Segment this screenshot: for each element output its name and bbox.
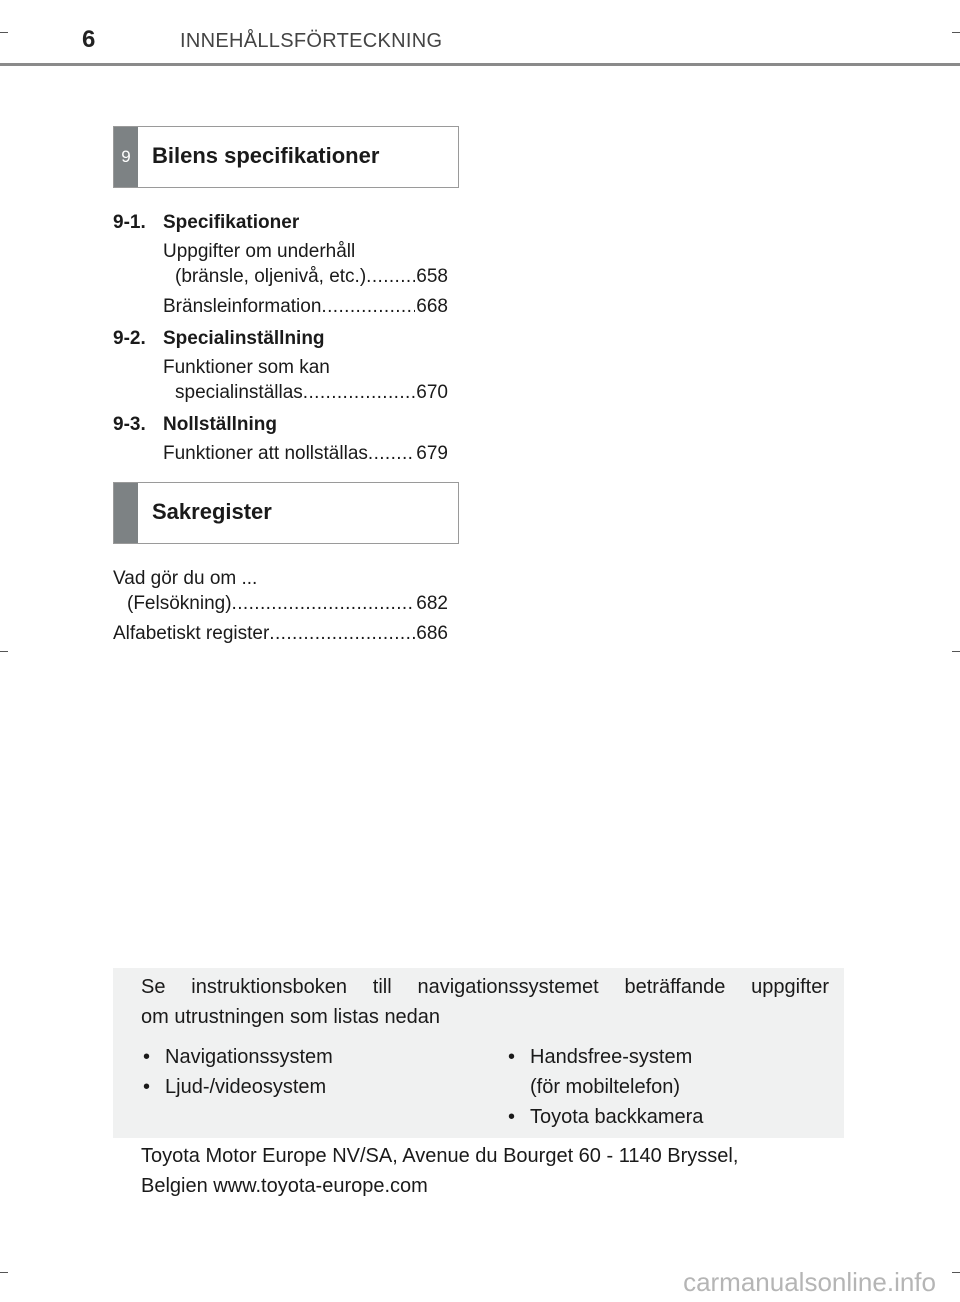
bullet-text: Navigationssystem (165, 1046, 333, 1068)
leader-dots (303, 380, 416, 405)
crop-mark (0, 32, 8, 33)
toc-entry-label: Funktioner att nollställas (163, 443, 368, 464)
bullet-text: Ljud-/videosystem (165, 1076, 327, 1098)
toc-entry-label: specialinställas (175, 382, 303, 403)
toc-entry-line: Vad gör du om ... (113, 568, 258, 589)
note-text-line: om utrustningen som listas nedan (141, 1006, 441, 1028)
toc-entry-label: Alfabetiskt register (113, 623, 270, 644)
leader-dots (368, 441, 415, 466)
crop-mark (952, 32, 960, 33)
bullet-text: Toyota backkamera (530, 1106, 704, 1128)
section-tab (114, 483, 138, 543)
toc-entry-label: (bränsle, oljenivå, etc.) (175, 266, 367, 287)
page-ref: 682 (416, 593, 448, 614)
crop-mark (0, 1272, 8, 1273)
note-text-line: Se instruktionsboken till navigationssystemet beträffande uppgifter (141, 976, 829, 998)
crop-mark (0, 651, 8, 652)
bullet-text: (för mobiltelefon) (530, 1076, 681, 1098)
toc-entry-label: (Felsökning) (127, 593, 232, 614)
page-ref: 686 (416, 623, 448, 644)
toc-entry[interactable] (113, 621, 448, 646)
section-number: 9-3. (113, 414, 146, 435)
leader-dots (321, 294, 415, 319)
section-heading: Specifikationer (163, 212, 300, 233)
toc-entry-line: Uppgifter om underhåll (163, 241, 356, 262)
watermark: carmanualsonline.info (683, 1267, 936, 1297)
section-header-specifications (113, 126, 459, 188)
toc-entry[interactable] (163, 441, 448, 466)
section-number: 9-2. (113, 328, 146, 349)
toc-specifications (113, 210, 448, 470)
bullet-icon: • (508, 1106, 516, 1128)
footer-address-line: Belgien www.toyota-europe.com (141, 1175, 428, 1197)
toc-entry[interactable] (163, 294, 448, 319)
page-ref: 658 (416, 266, 448, 287)
page-ref: 679 (416, 443, 448, 464)
bullet-icon: • (143, 1076, 151, 1098)
header-title: INNEHÅLLSFÖRTECKNING (180, 30, 443, 52)
crop-mark (952, 651, 960, 652)
section-header-index (113, 482, 459, 544)
footer-address-line: Toyota Motor Europe NV/SA, Avenue du Bourget 60 - 1140 Bryssel, (141, 1145, 739, 1167)
section-title: Bilens specifikationer (152, 143, 380, 168)
leader-dots (232, 591, 416, 616)
bullet-text: Handsfree-system (530, 1046, 693, 1068)
section-heading: Specialinställning (163, 328, 325, 349)
section-tab: 9 (114, 127, 138, 187)
toc-index (113, 566, 448, 656)
crop-mark (952, 1272, 960, 1273)
toc-entry[interactable] (175, 380, 448, 405)
info-note-box (113, 968, 844, 1138)
page-header (0, 0, 960, 66)
toc-entry[interactable] (127, 591, 448, 616)
page-number: 6 (82, 26, 96, 53)
section-heading: Nollställning (163, 414, 277, 435)
bullet-icon: • (143, 1046, 151, 1068)
section-number: 9-1. (113, 212, 146, 233)
page-ref: 668 (416, 296, 448, 317)
page-ref: 670 (416, 382, 448, 403)
leader-dots (269, 621, 415, 646)
section-title: Sakregister (152, 499, 272, 524)
toc-entry[interactable] (175, 264, 448, 289)
toc-entry-line: Funktioner som kan (163, 357, 330, 378)
toc-entry-label: Bränsleinformation (163, 296, 322, 317)
header-rule (0, 63, 960, 66)
leader-dots (366, 264, 415, 289)
bullet-icon: • (508, 1046, 516, 1068)
